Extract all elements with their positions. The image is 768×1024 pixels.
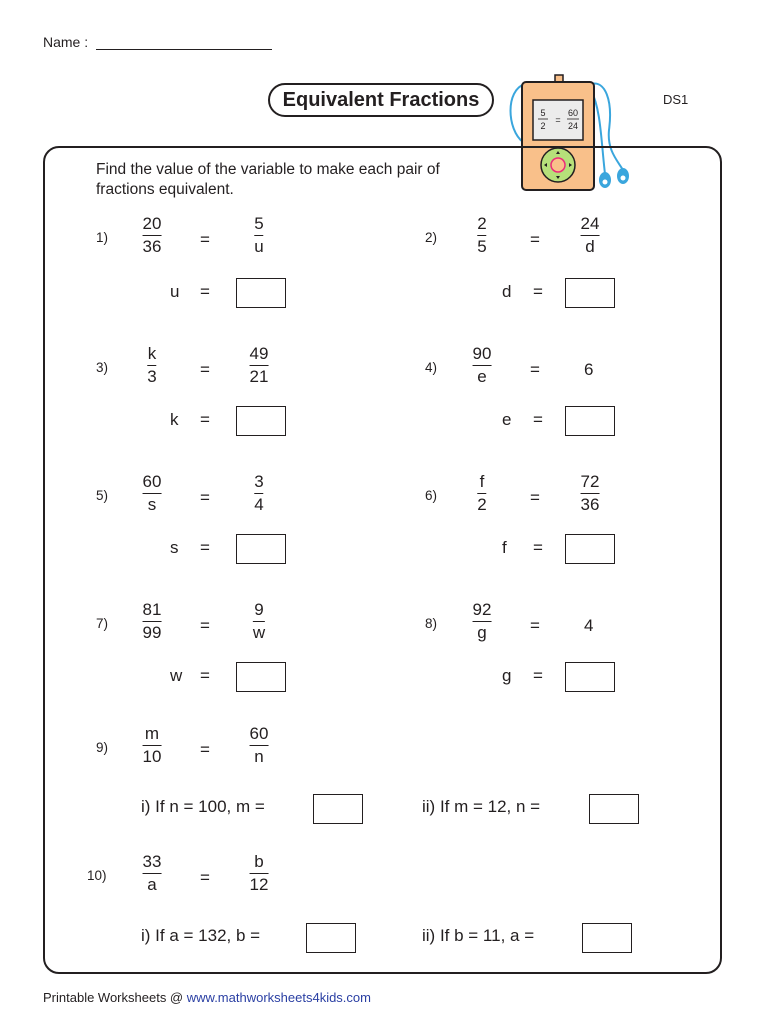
answer-equals: = [533,410,543,429]
fraction-left-bar [473,621,492,622]
fraction-right-denominator: d [585,237,595,256]
fraction-left [143,472,162,515]
fraction-left-numerator: f [479,472,485,491]
fraction-left-denominator: 10 [142,747,162,766]
fraction-left [477,472,486,515]
problem-number: 8) [425,616,438,631]
fraction-left-numerator: 20 [142,214,162,233]
fraction-left-numerator: m [144,724,160,743]
answer-box[interactable] [236,662,286,692]
answer-variable: f [502,538,507,557]
problem-number: 3) [96,360,109,375]
fraction-right-denominator: 12 [249,875,269,894]
equals-sign: = [200,740,210,759]
fraction-left-numerator: 2 [477,214,487,233]
problem-number: 6) [425,488,438,503]
answer-box[interactable] [236,278,286,308]
answer-box-i[interactable] [313,794,363,824]
fraction-right-bar [581,493,600,494]
player-right-num: 60 [567,108,579,118]
answer-equals: = [200,538,210,557]
problem-number: 10) [87,868,107,883]
fraction-right-denominator: 4 [254,495,264,514]
fraction-left-denominator: 2 [477,495,487,514]
equals-sign: = [530,616,540,635]
answer-variable: e [502,410,512,429]
answer-equals: = [200,666,210,685]
fraction-right-numerator: 3 [254,472,264,491]
fraction-left-denominator: 99 [142,623,162,642]
fraction-right-bar [250,745,269,746]
fraction-right-bar [581,235,600,236]
answer-equals: = [533,282,543,301]
fraction-right [253,600,265,643]
fraction-left-bar [143,873,162,874]
fraction-left-numerator: 90 [472,344,492,363]
equals-sign: = [200,360,210,379]
answer-box-ii[interactable] [582,923,632,953]
answer-variable: k [170,410,179,429]
footer-label: Printable Worksheets @ [43,990,184,1005]
fraction-right [581,214,600,257]
worksheet-frame [43,146,722,974]
fraction-right [581,472,600,515]
footer-site-link[interactable]: www.mathworksheets4kids.com [186,990,371,1005]
fraction-left-bar [143,745,162,746]
instructions: Find the value of the variable to make each pair of fractions equivalent. [96,161,440,198]
answer-variable: s [170,538,179,557]
fraction-left-numerator: 92 [472,600,492,619]
fraction-right [254,472,263,515]
fraction-left-numerator: 60 [142,472,162,491]
fraction-left-bar [143,621,162,622]
answer-equals: = [533,538,543,557]
problem-number: 2) [425,230,438,245]
fraction-left-bar [147,365,156,366]
fraction-left-denominator: 3 [147,367,157,386]
answer-variable: g [502,666,512,685]
fraction-left-numerator: k [147,344,157,363]
name-line[interactable] [96,49,272,50]
fraction-left [473,344,492,387]
whole-number: 6 [584,360,594,379]
fraction-left-numerator: 33 [142,852,162,871]
answer-equals: = [200,282,210,301]
fraction-right [250,852,269,895]
fraction-right [254,214,263,257]
equals-sign: = [530,360,540,379]
fraction-right-numerator: 9 [254,600,264,619]
fraction-right [250,724,269,767]
fraction-right [250,344,269,387]
fraction-right-denominator: 36 [580,495,600,514]
answer-box[interactable] [565,662,615,692]
fraction-right-bar [250,365,269,366]
problem-number: 5) [96,488,109,503]
part-ii-text: ii) If b = 11, a = [422,926,535,945]
answer-box[interactable] [565,406,615,436]
problem-number: 1) [96,230,109,245]
name-label: Name : [43,34,89,50]
equals-sign: = [200,488,210,507]
whole-number: 4 [584,616,594,635]
fraction-right-numerator: 5 [254,214,264,233]
answer-variable: u [170,282,180,301]
answer-variable: w [170,666,183,685]
fraction-left [143,724,162,767]
fraction-right-denominator: u [254,237,264,256]
equals-sign: = [200,230,210,249]
answer-box[interactable] [236,534,286,564]
fraction-left-denominator: s [147,495,157,514]
page-title: Equivalent Fractions [268,83,494,117]
fraction-left-denominator: e [477,367,487,386]
fraction-left [147,344,156,387]
problem-number: 4) [425,360,438,375]
fraction-right-bar [253,621,265,622]
fraction-right-denominator: n [254,747,264,766]
player-right-den: 24 [567,121,579,131]
fraction-left-bar [477,235,486,236]
fraction-right-numerator: 72 [580,472,600,491]
fraction-left [477,214,486,257]
fraction-left-denominator: 36 [142,237,162,256]
fraction-right-numerator: 24 [580,214,600,233]
answer-box-ii[interactable] [589,794,639,824]
problem-number: 9) [96,740,109,755]
fraction-right-bar [254,235,263,236]
fraction-right-numerator: 60 [249,724,269,743]
equals-sign: = [200,616,210,635]
fraction-left-bar [143,493,162,494]
part-i-text: i) If n = 100, m = [141,797,265,816]
player-left-num: 5 [540,108,546,118]
fraction-left [143,214,162,257]
fraction-left-bar [477,493,486,494]
fraction-left-bar [473,365,492,366]
fraction-right-denominator: w [252,623,266,642]
part-i-text: i) If a = 132, b = [141,926,261,945]
equals-sign: = [530,488,540,507]
fraction-right-bar [250,873,269,874]
fraction-left-numerator: 81 [142,600,162,619]
part-ii-text: ii) If m = 12, n = [422,797,541,816]
answer-box-i[interactable] [306,923,356,953]
worksheet-code: DS1 [663,92,689,107]
footer [43,990,371,1005]
fraction-left [473,600,492,643]
answer-box[interactable] [565,278,615,308]
fraction-left [143,852,162,895]
fraction-left-denominator: 5 [477,237,487,256]
fraction-left-bar [143,235,162,236]
answer-variable: d [502,282,512,301]
fraction-left-denominator: a [147,875,157,894]
fraction-right-numerator: b [254,852,264,871]
player-left-den: 2 [540,121,546,131]
equals-sign: = [200,868,210,887]
player-eq: = [555,115,561,125]
fraction-right-numerator: 49 [249,344,269,363]
answer-equals: = [200,410,210,429]
fraction-left [143,600,162,643]
problem-number: 7) [96,616,109,631]
fraction-right-bar [254,493,263,494]
answer-box[interactable] [565,534,615,564]
fraction-right-denominator: 21 [249,367,269,386]
fraction-left-denominator: g [477,623,487,642]
answer-box[interactable] [236,406,286,436]
answer-equals: = [533,666,543,685]
equals-sign: = [530,230,540,249]
